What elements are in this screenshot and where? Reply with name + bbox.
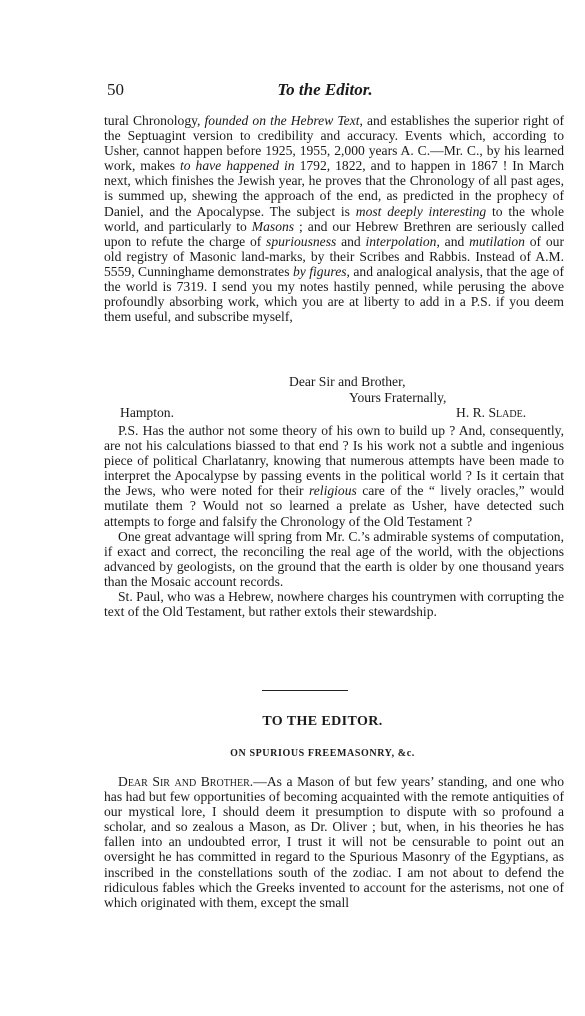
italic-text: founded on the Hebrew Text (204, 113, 360, 128)
italic-text: mutilation (469, 233, 525, 249)
text-run: tural Chronology, (104, 113, 205, 128)
postscript-paragraph (104, 423, 564, 529)
second-letter-text: —As a Mason of but few years’ standing, and one who has had but few opportunities of becoming acquainted with the remote antiquities of our mystical lore, I should deem it presumption to dispute with so profound a scholar, and so zealous a Mason, as Dr. Oliver ; but, when, in his theories he has fallen into an undoubted error, I trust it will not be censurable to point out an oversight he has committed in regard to the Spurious Masonry of the Egyptians, as inscribed in the constellations south of the zodiac. I am not about to defend the ridiculous fables which the Greeks invented to account for the asterisms, not one of which originated with them, except the small (104, 774, 565, 910)
place-name: Hampton. (120, 405, 174, 420)
text-run: One great advantage will spring from Mr. C.’s admirable systems of computation, if exact and correct, the reconciling the real age of the world, with the objections advanced by geologists, on the ground that the earth is older by one thousand years than the Mosaic account records. (104, 528, 564, 589)
running-head: To the Editor. (277, 80, 373, 99)
text-run: ; and our Hebrew Brethren are seriously called upon to refute the charge of (104, 218, 564, 249)
second-letter-body (104, 774, 564, 910)
text-run: and (336, 233, 366, 249)
text-run: care of the “ lively oracles,” would mutilate them ? Would not so learned a prelate as Usher, have detected such attempts to forge and falsify the Chronology of the Old Testament ? (104, 483, 565, 529)
postscript (104, 423, 564, 619)
section-subtitle: ON SPURIOUS FREEMASONRY, &c. (230, 748, 415, 759)
italic-text: most deeply interesting (355, 203, 487, 219)
page-number: 50 (107, 80, 124, 99)
section-divider (262, 690, 348, 691)
postscript-paragraph (104, 589, 564, 619)
letter-paragraph (104, 113, 564, 324)
text-run: St. Paul, who was a Hebrew, nowhere charges his countrymen with corrupting the text of the Old Testament, but rather extols their stewardship. (104, 589, 564, 620)
text-run: , and analogical analysis, that the age of the world is 7319. I send you my notes hastily penned, while perusing the above profoundly absorbing work, which you are at liberty to add in a P.S. if you deem them useful, and subscribe myself, (104, 263, 564, 325)
closing: Yours Fraternally, (349, 390, 447, 405)
second-letter-paragraph (104, 774, 564, 910)
postscript-paragraph (104, 529, 564, 589)
salutation: Dear Sir and Brother, (289, 374, 406, 389)
text-run: of our old registry of Masonic land-marks, by their Scribes and Rabbis. Instead of A.M. 5559, Cunninghame demonstrates (104, 233, 564, 279)
text-run: , and establishes the superior right of the Septuagint version to credibility and accuracy. Events which, according to Usher, cannot happen before 1925, 1955, 2,000 years A. C.—Mr. C., by his learned work, makes (104, 113, 565, 174)
italic-text: interpolation (365, 233, 437, 249)
text-run: P.S. Has the author not some theory of his own to build up ? And, consequently, are not his calculations biassed to that end ? Is his work not a subtle and ingenious piece of political Charlatanry, knowing that numerous attempts have been made to interpret the Apocalypse by passing events in the political world ? Is it certain that the Jews, who were noted for their (104, 423, 564, 499)
italic-text: by figures (292, 263, 347, 279)
text-run: to the whole world, and particularly to (104, 203, 564, 234)
text-run: , and (436, 233, 470, 249)
italic-text: spuriousness (266, 233, 337, 249)
opening-salutation: Dear Sir and Brother. (118, 774, 254, 789)
section-title: TO THE EDITOR. (262, 714, 383, 729)
signer-name: H. R. Slade. (456, 405, 527, 420)
italic-text: Masons (251, 218, 295, 234)
text-run: 1792, 1822, and to happen in 1867 ! In March next, which finishes the Jewish year, he proves that the Chronology of all past ages, is summed up, shewing the approach of the end, as predicted in the prophecy of Daniel, and the Apocalypse. The subject is (104, 158, 565, 219)
italic-text: religious (308, 483, 357, 499)
italic-text: to have happened in (180, 158, 295, 174)
letter-body (104, 113, 564, 324)
